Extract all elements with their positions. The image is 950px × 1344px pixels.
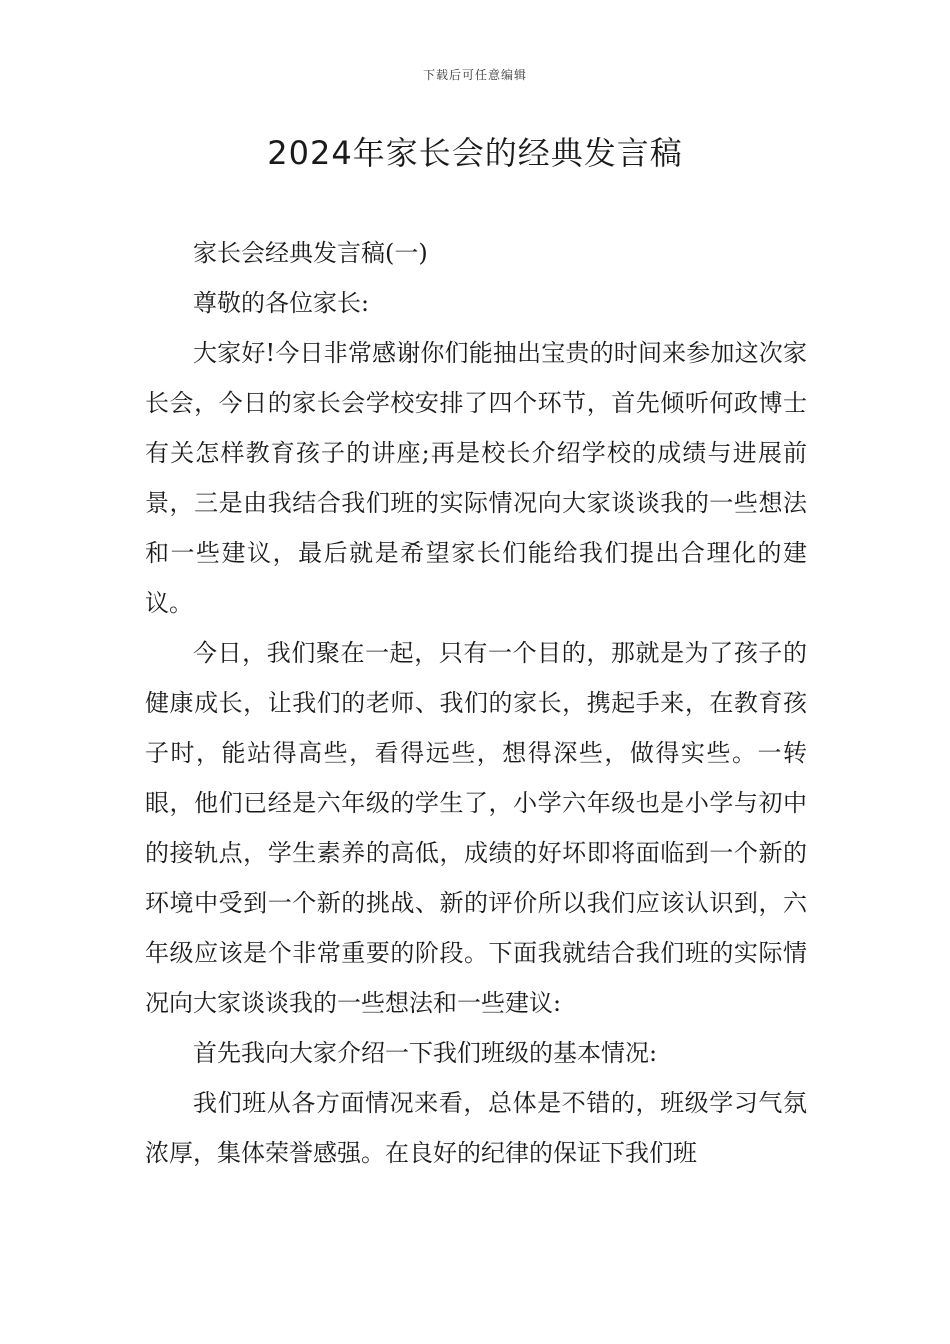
- paragraph: 首先我向大家介绍一下我们班级的基本情况:: [193, 1039, 658, 1067]
- paragraph: 今日，我们聚在一起，只有一个目的，那就是为了孩子的健康成长，让我们的老师、我们的家长，携起手来，在教育孩子时，能站得高些，看得远些，想得深些，做得实些。一转眼，他们已经是六年级的学生了，小学六年级也是小学与初中的接轨点，学生素养的高低，成绩的好坏即将面临到一个新的环境中受到一个新的挑战、新的评价所以我们应该认识到，六年级应该是个非常重要的阶段。下面我就结合我们班的实际情况向大家谈谈我的一些想法和一些建议:: [145, 639, 807, 1017]
- document-body: [145, 228, 807, 1178]
- paragraph: 尊敬的各位家长:: [193, 289, 370, 317]
- paragraph: 家长会经典发言稿(一): [193, 239, 428, 267]
- paragraph: 我们班从各方面情况来看，总体是不错的，班级学习气氛浓厚，集体荣誉感强。在良好的纪律的保证下我们班: [145, 1089, 807, 1167]
- paragraph: 大家好!今日非常感谢你们能抽出宝贵的时间来参加这次家长会，今日的家长会学校安排了四个环节，首先倾听何政博士有关怎样教育孩子的讲座;再是校长介绍学校的成绩与进展前景，三是由我结合我们班的实际情况向大家谈谈我的一些想法和一些建议，最后就是希望家长们能给我们提出合理化的建议。: [145, 339, 807, 617]
- document-title: 2024年家长会的经典发言稿: [267, 134, 683, 172]
- header-note: 下载后可任意编辑: [422, 68, 527, 82]
